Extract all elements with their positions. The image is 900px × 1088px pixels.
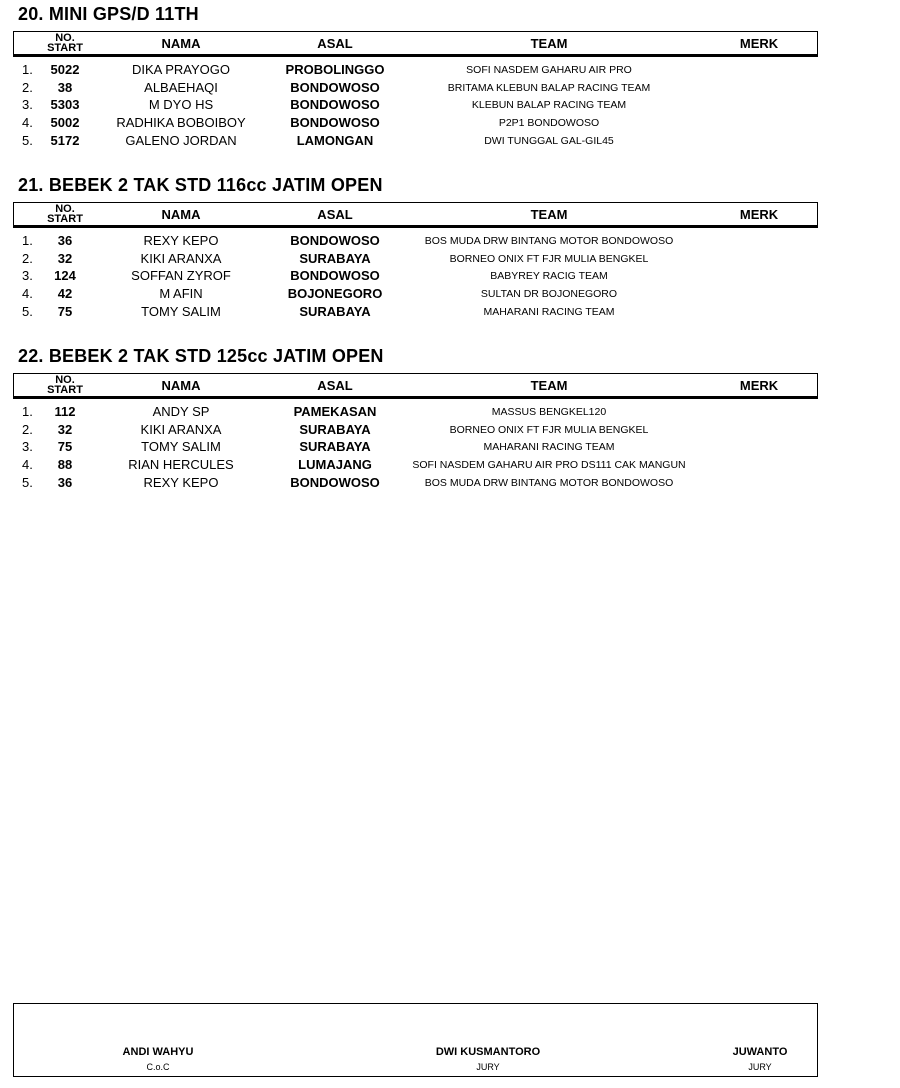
- table-row: [0, 250, 900, 268]
- signature-name: ANDI WAHYU: [122, 1046, 194, 1058]
- header-no-line1: NO.: [55, 32, 75, 44]
- no-start-cell: 5303: [50, 97, 80, 112]
- asal-cell: SURABAYA: [299, 251, 371, 266]
- no-start-cell: 112: [54, 404, 76, 419]
- header-no-start: [47, 33, 83, 53]
- asal-cell: BONDOWOSO: [290, 475, 380, 490]
- asal-cell: BONDOWOSO: [290, 268, 380, 283]
- team-cell: SOFI NASDEM GAHARU AIR PRO DS111 CAK MANGUN: [412, 459, 686, 471]
- pos-cell: 3.: [22, 268, 33, 283]
- pos-cell: 4.: [22, 457, 33, 472]
- table-row: [0, 421, 900, 439]
- asal-cell: SURABAYA: [299, 304, 371, 319]
- pos-cell: 5.: [22, 133, 33, 148]
- team-cell: BORNEO ONIX FT FJR MULIA BENGKEL: [449, 424, 649, 436]
- header-no-line2: START: [47, 384, 83, 396]
- team-cell: BRITAMA KLEBUN BALAP RACING TEAM: [447, 82, 651, 94]
- nama-cell: TOMY SALIM: [141, 439, 221, 454]
- signature-jury-2: [733, 1046, 788, 1072]
- nama-cell: KIKI ARANXA: [140, 251, 222, 266]
- header-team: TEAM: [530, 207, 568, 222]
- nama-cell: ANDY SP: [152, 404, 210, 419]
- header-no-line2: START: [47, 213, 83, 225]
- signature-coc: [123, 1046, 194, 1072]
- pos-cell: 4.: [22, 115, 33, 130]
- no-start-cell: 36: [57, 475, 73, 490]
- pos-cell: 1.: [22, 404, 33, 419]
- asal-cell: SURABAYA: [299, 422, 371, 437]
- table-row: [0, 474, 900, 492]
- nama-cell: RIAN HERCULES: [128, 457, 234, 472]
- header-nama: NAMA: [161, 378, 201, 393]
- asal-cell: LAMONGAN: [296, 133, 374, 148]
- nama-cell: RADHIKA BOBOIBOY: [116, 115, 246, 130]
- no-start-cell: 36: [57, 233, 73, 248]
- asal-cell: LUMAJANG: [298, 457, 372, 472]
- header-no-start: [47, 204, 83, 224]
- table-row: [0, 132, 900, 150]
- header-merk: MERK: [739, 207, 779, 222]
- pos-cell: 1.: [22, 233, 33, 248]
- nama-cell: TOMY SALIM: [141, 304, 221, 319]
- table-row: [0, 303, 900, 321]
- nama-cell: DIKA PRAYOGO: [131, 62, 231, 77]
- signature-role: JURY: [748, 1062, 772, 1072]
- signature-name: DWI KUSMANTORO: [435, 1046, 541, 1058]
- no-start-cell: 75: [57, 304, 73, 319]
- section-title: 22. BEBEK 2 TAK STD 125cc JATIM OPEN: [18, 346, 384, 366]
- table-row: [0, 438, 900, 456]
- table-row: [0, 96, 900, 114]
- table-row: [0, 285, 900, 303]
- table-row: [0, 79, 900, 97]
- table-row: [0, 267, 900, 285]
- team-cell: MASSUS BENGKEL120: [491, 406, 607, 418]
- table-row: [0, 403, 900, 421]
- header-asal: ASAL: [317, 378, 353, 393]
- pos-cell: 4.: [22, 286, 33, 301]
- header-team: TEAM: [530, 378, 568, 393]
- asal-cell: BONDOWOSO: [290, 80, 380, 95]
- header-no-line1: NO.: [55, 374, 75, 386]
- pos-cell: 2.: [22, 422, 33, 437]
- asal-cell: BONDOWOSO: [290, 97, 380, 112]
- header-merk: MERK: [739, 36, 779, 51]
- pos-cell: 3.: [22, 439, 33, 454]
- table-row: [0, 114, 900, 132]
- nama-cell: ALBAEHAQI: [144, 80, 218, 95]
- table-row: [0, 456, 900, 474]
- no-start-cell: 32: [57, 422, 73, 437]
- team-cell: MAHARANI RACING TEAM: [483, 441, 615, 453]
- nama-cell: SOFFAN ZYROF: [131, 268, 231, 283]
- no-start-cell: 88: [57, 457, 73, 472]
- header-merk: MERK: [739, 378, 779, 393]
- table-header: [13, 373, 818, 399]
- nama-cell: M DYO HS: [148, 97, 214, 112]
- header-no-line2: START: [47, 42, 83, 54]
- no-start-cell: 5172: [50, 133, 80, 148]
- nama-cell: REXY KEPO: [143, 233, 219, 248]
- pos-cell: 5.: [22, 475, 33, 490]
- pos-cell: 2.: [22, 251, 33, 266]
- team-cell: DWI TUNGGAL GAL-GIL45: [484, 135, 614, 147]
- team-cell: SOFI NASDEM GAHARU AIR PRO: [466, 64, 632, 76]
- asal-cell: BONDOWOSO: [290, 233, 380, 248]
- nama-cell: GALENO JORDAN: [125, 133, 237, 148]
- team-cell: BABYREY RACIG TEAM: [490, 270, 608, 282]
- no-start-cell: 124: [54, 268, 76, 283]
- pos-cell: 5.: [22, 304, 33, 319]
- no-start-cell: 42: [57, 286, 73, 301]
- team-cell: KLEBUN BALAP RACING TEAM: [471, 99, 627, 111]
- team-cell: SULTAN DR BOJONEGORO: [480, 288, 618, 300]
- no-start-cell: 38: [57, 80, 73, 95]
- signature-role: JURY: [476, 1062, 500, 1072]
- signature-role: C.o.C: [146, 1062, 170, 1072]
- header-team: TEAM: [530, 36, 568, 51]
- signature-jury-1: [436, 1046, 540, 1072]
- pos-cell: 2.: [22, 80, 33, 95]
- table-row: [0, 232, 900, 250]
- section-title: 20. MINI GPS/D 11TH: [18, 4, 199, 24]
- table-row: [0, 61, 900, 79]
- pos-cell: 3.: [22, 97, 33, 112]
- header-nama: NAMA: [161, 207, 201, 222]
- pos-cell: 1.: [22, 62, 33, 77]
- team-cell: BOS MUDA DRW BINTANG MOTOR BONDOWOSO: [424, 477, 674, 489]
- nama-cell: M AFIN: [159, 286, 203, 301]
- header-nama: NAMA: [161, 36, 201, 51]
- header-no-start: [47, 375, 83, 395]
- section-title: 21. BEBEK 2 TAK STD 116cc JATIM OPEN: [18, 175, 383, 195]
- no-start-cell: 75: [57, 439, 73, 454]
- no-start-cell: 32: [57, 251, 73, 266]
- asal-cell: BONDOWOSO: [290, 115, 380, 130]
- team-cell: MAHARANI RACING TEAM: [483, 306, 615, 318]
- table-header: [13, 202, 818, 228]
- no-start-cell: 5002: [50, 115, 80, 130]
- team-cell: BORNEO ONIX FT FJR MULIA BENGKEL: [449, 253, 649, 265]
- header-no-line1: NO.: [55, 203, 75, 215]
- no-start-cell: 5022: [50, 62, 80, 77]
- signature-name: JUWANTO: [732, 1046, 788, 1058]
- team-cell: BOS MUDA DRW BINTANG MOTOR BONDOWOSO: [424, 235, 674, 247]
- nama-cell: REXY KEPO: [143, 475, 219, 490]
- asal-cell: PAMEKASAN: [293, 404, 377, 419]
- table-header: [13, 31, 818, 57]
- signature-box: [13, 1003, 818, 1077]
- header-asal: ASAL: [317, 207, 353, 222]
- asal-cell: SURABAYA: [299, 439, 371, 454]
- asal-cell: BOJONEGORO: [287, 286, 383, 301]
- asal-cell: PROBOLINGGO: [285, 62, 385, 77]
- team-cell: P2P1 BONDOWOSO: [498, 117, 600, 129]
- nama-cell: KIKI ARANXA: [140, 422, 222, 437]
- header-asal: ASAL: [317, 36, 353, 51]
